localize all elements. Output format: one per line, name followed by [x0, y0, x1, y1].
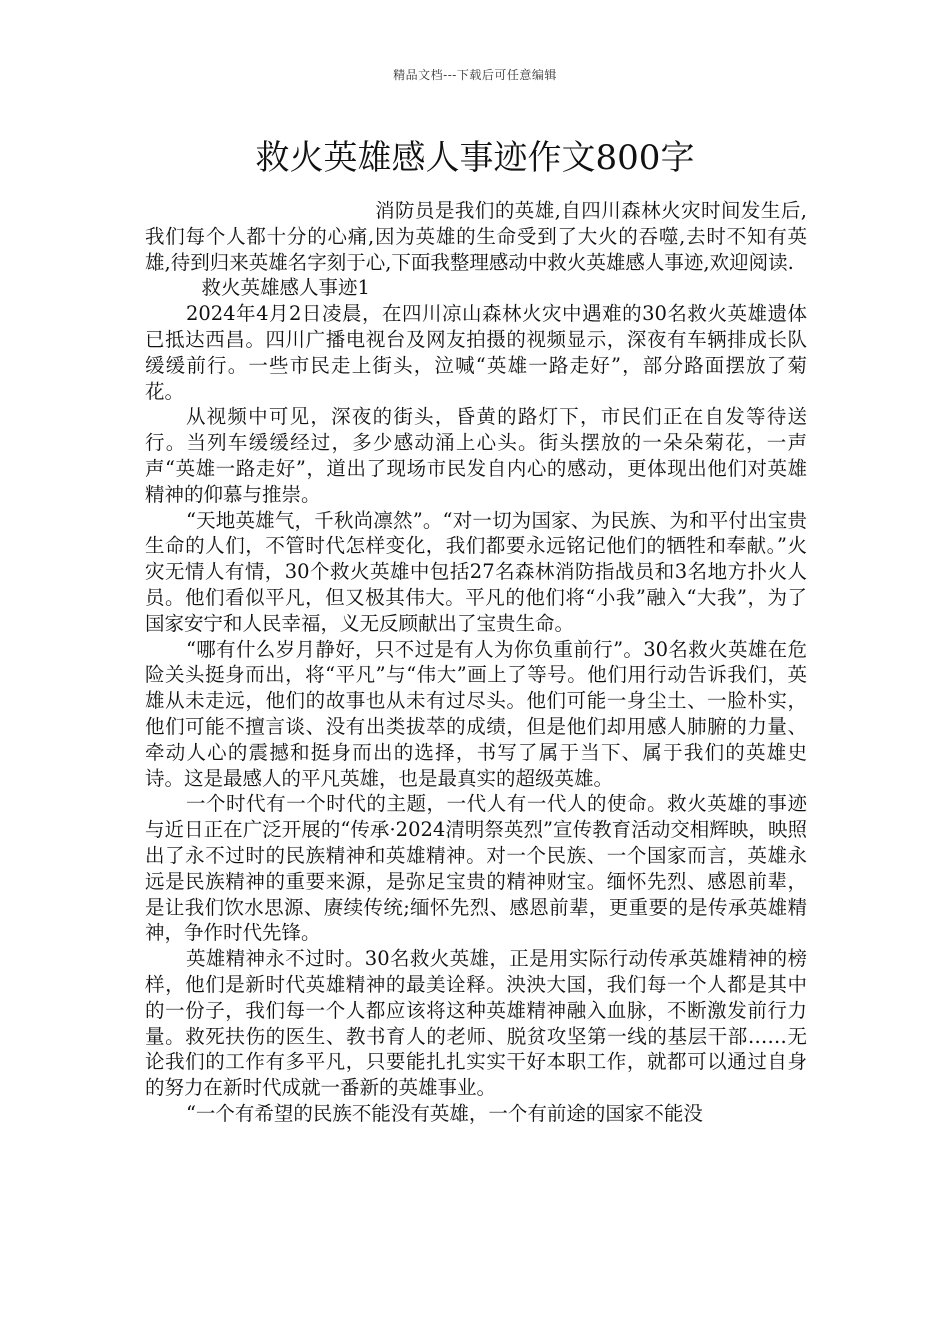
page-header-note: 精品文档---下载后可任意编辑	[393, 68, 557, 82]
section-subheading: 救火英雄感人事迹1	[201, 276, 370, 300]
body-paragraph-2: 从视频中可见，深夜的街头，昏黄的路灯下，市民们正在自发等待送行。当列车缓缓经过，多少感动涌上心头。街头摆放的一朵朵菊花，一声声“英雄一路走好”，道出了现场市民发自内心的感动，更体现出他们对英雄精神的仰慕与推崇。	[145, 405, 807, 506]
body-paragraph-3: “天地英雄气，千秋尚凛然”。“对一切为国家、为民族、为和平付出宝贵生命的人们，不管时代怎样变化，我们都要永远铭记他们的牺牲和奉献。”火灾无情人有情，30个救火英雄中包括27名森林消防指战员和3名地方扑火人员。他们看似平凡，但又极其伟大。平凡的他们将“小我”融入“大我”，为了国家安宁和人民幸福，义无反顾献出了宝贵生命。	[145, 508, 807, 635]
document-title: 救火英雄感人事迹作文800字	[255, 138, 695, 178]
body-paragraph-4: “哪有什么岁月静好，只不过是有人为你负重前行”。30名救火英雄在危险关头挺身而出，将“平凡”与“伟大”画上了等号。他们用行动告诉我们，英雄从未走远，他们的故事也从未有过尽头。他们可能一身尘土、一脸朴实，他们可能不擅言谈、没有出类拔萃的成绩，但是他们却用感人肺腑的力量、牵动人心的震撼和挺身而出的选择，书写了属于当下、属于我们的英雄史诗。这是最感人的平凡英雄，也是最真实的超级英雄。	[145, 637, 807, 790]
body-paragraph-7: “一个有希望的民族不能没有英雄，一个有前途的国家不能没	[185, 1101, 703, 1125]
document-body	[145, 198, 807, 1127]
body-paragraph-5: 一个时代有一个时代的主题，一代人有一代人的使命。救火英雄的事迹与近日正在广泛开展的“传承·2024清明祭英烈”宣传教育活动交相辉映，映照出了永不过时的民族精神和英雄精神。对一个民族、一个国家而言，英雄永远是民族精神的重要来源，是弥足宝贵的精神财宝。缅怀先烈、感恩前辈，是让我们饮水思源、赓续传统;缅怀先烈、感恩前辈，更重要的是传承英雄精神，争作时代先锋。	[145, 792, 807, 945]
body-paragraph-1: 2024年4月2日凌晨，在四川凉山森林火灾中遇难的30名救火英雄遗体已抵达西昌。四川广播电视台及网友拍摄的视频显示，深夜有车辆排成长队缓缓前行。一些市民走上街头，泣喊“英雄一路走好”，部分路面摆放了菊花。	[145, 302, 807, 403]
body-paragraph-6: 英雄精神永不过时。30名救火英雄，正是用实际行动传承英雄精神的榜样，他们是新时代英雄精神的最美诠释。泱泱大国，我们每一个人都是其中的一份子，我们每一个人都应该将这种英雄精神融入血脉，不断激发前行力量。救死扶伤的医生、教书育人的老师、脱贫攻坚第一线的基层干部……无论我们的工作有多平凡，只要能扎扎实实干好本职工作，就都可以通过自身的努力在新时代成就一番新的英雄事业。	[145, 947, 807, 1100]
intro-paragraph: 消防员是我们的英雄,自四川森林火灾时间发生后,我们每个人都十分的心痛,因为英雄的生命受到了大火的吞噬,去时不知有英雄,待到归来英雄名字刻于心,下面我整理感动中救火英雄感人事迹,欢迎阅读.	[145, 199, 807, 274]
